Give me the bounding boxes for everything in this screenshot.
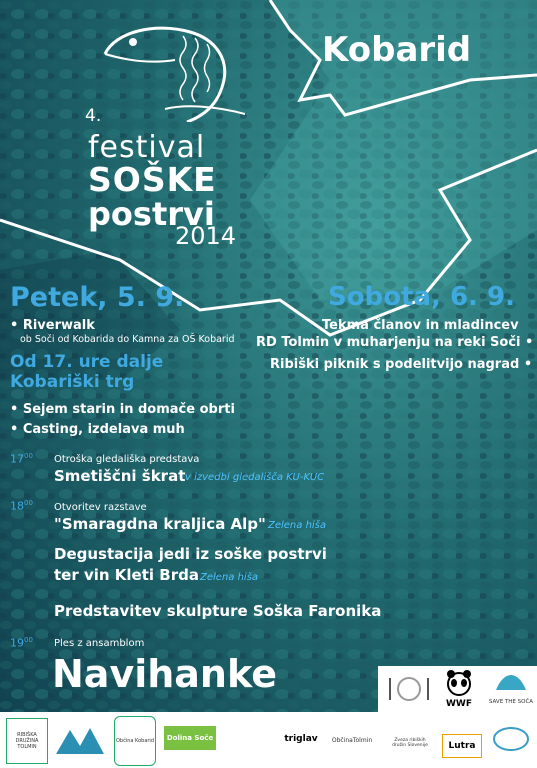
sponsor-footer [0, 712, 537, 768]
event5-time [10, 636, 33, 650]
title-year: 2014 [175, 222, 237, 250]
event3-line2: ter vin Kleti Brda [54, 566, 199, 584]
event1-min: 00 [24, 452, 33, 460]
friday-item-fair: • Sejem starin in domače obrti [10, 402, 235, 417]
event2-title: "Smaragdna kraljica Alp" [54, 515, 266, 533]
friday-time: Od 17. ure dalje [10, 352, 164, 372]
event2-min: 00 [24, 499, 33, 507]
event1-note: v izvedbi gledališča KU-KUC [185, 472, 325, 483]
soca-fish-icon [492, 724, 530, 754]
event4-title: Predstavitev skulpture Soška Faronika [54, 602, 382, 620]
event5-min: 00 [24, 636, 33, 644]
saturday-item1-line1: Tekma članov in mladincev [322, 318, 519, 333]
zveza-logo: Zveza ribiških družin Slovenije [392, 738, 428, 748]
dolina-soce-logo: Dolina Soče [164, 726, 216, 750]
saturday-item1-line2: RD Tolmin v muharjenju na reki Soči • [256, 335, 534, 350]
saturday-heading: Sobota, 6. 9. [328, 282, 515, 312]
casting-label: Casting, izdelava muh [22, 422, 185, 437]
event2-hour: 18 [10, 499, 24, 513]
riverwalk-label: Riverwalk [22, 318, 95, 333]
lutra-logo: Lutra [442, 734, 482, 758]
friday-item-casting: • Casting, izdelava muh [10, 422, 185, 437]
saturday-item1-text: RD Tolmin v muharjenju na reki Soči [256, 335, 521, 350]
edition-number: 4. [85, 106, 102, 126]
wwf-label: WWF [445, 699, 472, 709]
event2-time [10, 499, 33, 513]
event1-time [10, 452, 33, 466]
fair-label: Sejem starin in domače obrti [22, 402, 235, 417]
save-soca-label: SAVE THE SOČA [488, 699, 534, 705]
event5-pre: Ples z ansamblom [54, 638, 145, 649]
sponsor-logos-top [378, 666, 537, 712]
triglav-logo: triglav [284, 734, 318, 744]
friday-place: Kobariški trg [10, 372, 135, 392]
riverwalk-note: ob Soči od Kobarida do Kamna za OŠ Kobarid [20, 334, 235, 345]
title-postrvi: postrvi [88, 195, 215, 233]
title-festival: festival [88, 130, 206, 165]
friday-heading: Petek, 5. 9. [10, 282, 185, 313]
saturday-item2: Ribiški piknik s podelitvijo nagrad • [270, 357, 533, 372]
saturday-item2-text: Ribiški piknik s podelitvijo nagrad [270, 357, 520, 372]
obcina-tolmin-logo: ObčinaTolmin [331, 736, 373, 744]
cutlery-icon [384, 674, 434, 704]
event2-pre: Otvoritev razstave [54, 502, 147, 513]
trout-logo-icon [95, 14, 245, 122]
kobarid-logo: Občina Kobarid [114, 716, 156, 766]
friday-item-riverwalk: • Riverwalk [10, 318, 95, 333]
title-soske: SOŠKE [88, 160, 217, 199]
event3-note: Zelena hiša [200, 572, 259, 583]
event3-line1: Degustacija jedi iz soške postrvi [54, 545, 327, 563]
event1-hour: 17 [10, 452, 24, 466]
save-soca-icon [494, 668, 528, 694]
event5-hour: 19 [10, 636, 24, 650]
mountains-icon [56, 724, 104, 754]
panda-icon [444, 668, 474, 698]
event1-pre: Otroška gledališka predstava [54, 454, 200, 465]
rd-tolmin-logo: RIBIŠKA DRUŽINA TOLMIN [6, 718, 48, 764]
event5-title: Navihanke [52, 652, 278, 696]
location-title: Kobarid [322, 30, 472, 70]
event1-title: Smetiščni škrat [54, 467, 186, 485]
event2-note: Zelena hiša [268, 520, 327, 531]
